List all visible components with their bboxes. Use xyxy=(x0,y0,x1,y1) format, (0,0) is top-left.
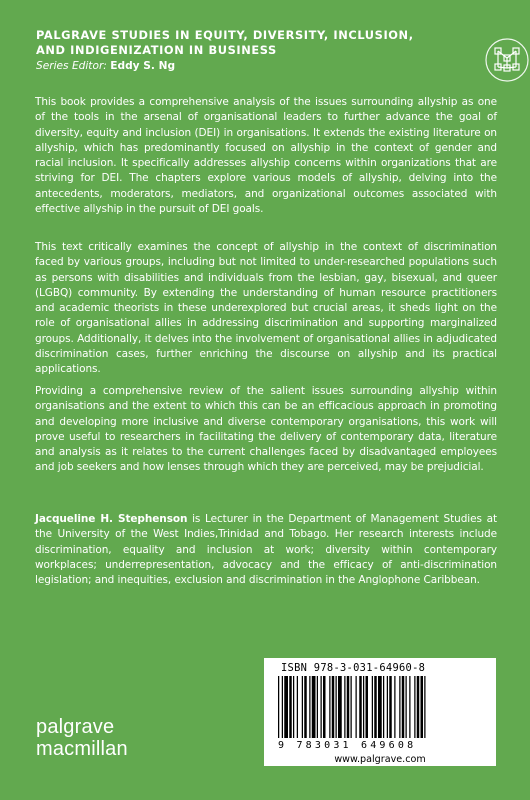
barcode-bar xyxy=(366,676,369,738)
barcode-bar xyxy=(278,676,279,738)
author-name: Jacqueline H. Stephenson xyxy=(35,513,188,525)
barcode-bar xyxy=(394,676,395,738)
barcode-bar xyxy=(332,676,335,738)
series-editor xyxy=(36,60,175,73)
barcode-bar xyxy=(323,676,326,738)
barcode-bar xyxy=(372,676,373,738)
barcode-bar xyxy=(414,676,415,738)
barcode-bar xyxy=(383,676,384,738)
network-nodes-icon xyxy=(484,37,530,83)
series-editor-name: Eddy S. Ng xyxy=(110,60,176,72)
barcode-bar xyxy=(387,676,388,738)
barcode-bar xyxy=(344,676,345,738)
barcode-bar xyxy=(282,676,283,738)
barcode-bar xyxy=(309,676,310,738)
barcode-bar xyxy=(336,676,337,738)
barcode-bar xyxy=(297,676,298,738)
description-paragraph-3: Providing a comprehensive review of the salient issues surrounding allyship within organisations and the extent to which this can be an efficacious approach in promoting and developing more inclusive and diverse contemporary organisations, this work will prove useful to researchers in facilitating the delivery of contemporary data, literature and analysis as it relates to the current challenges faced by disadvantaged employees and job seekers and how lenses through which they are perceived, may be prejudicial. xyxy=(35,385,497,474)
author-bio xyxy=(35,512,497,588)
barcode-bar xyxy=(317,676,318,738)
barcode-icon xyxy=(272,676,488,740)
barcode-bar xyxy=(402,676,405,738)
barcode-bar xyxy=(378,676,382,738)
barcode-bar xyxy=(289,676,292,738)
barcode-bar xyxy=(374,676,377,738)
barcode-bar xyxy=(329,676,330,738)
barcode-bar xyxy=(284,676,288,738)
barcode-bar xyxy=(409,676,410,738)
barcode-bar xyxy=(347,676,350,738)
publisher-name-line2: macmillan xyxy=(36,738,128,760)
barcode-bar xyxy=(356,676,357,738)
barcode-bar xyxy=(406,676,407,738)
publisher-logo xyxy=(36,716,176,760)
barcode-bar xyxy=(293,676,294,738)
barcode-bar xyxy=(399,676,400,738)
publisher-name-line1: palgrave xyxy=(36,716,115,738)
barcode-bar xyxy=(304,676,307,738)
series-title: PALGRAVE STUDIES IN EQUITY, DIVERSITY, INCLUSION, AND INDIGENIZATION IN BUSINESS xyxy=(36,28,414,57)
barcode-bar xyxy=(312,676,316,738)
barcode-bar xyxy=(338,676,342,738)
publisher-website: www.palgrave.com xyxy=(334,754,426,765)
barcode-bar xyxy=(359,676,362,738)
description-paragraph-1: This book provides a comprehensive analysis of the issues surrounding allyship as one of the tools in the arsenal of organisational leaders to further advance the goal of diversity, equity and inclusion (DEI) in organisations. It extends the existing literature on allyship, which has predominantly focused on allyship in the context of gender and racial inclusion. It specifically addresses allyship concerns within organizations that are striving for DEI. The chapters explore various models of allyship, delving into the antecedents, moderators, mediators, and organizational outcomes associated with effective allyship in the pursuit of DEI goals. xyxy=(35,96,497,215)
barcode-box xyxy=(264,658,496,766)
series-editor-label: Series Editor: xyxy=(36,60,107,72)
barcode-bar xyxy=(417,676,420,738)
barcode-bar xyxy=(351,676,352,738)
barcode-bar xyxy=(389,676,392,738)
barcode-digits: 9 783031 649608 xyxy=(278,740,417,751)
barcode-bar xyxy=(424,676,425,738)
barcode-bar xyxy=(321,676,322,738)
barcode-bar xyxy=(302,676,303,738)
description-paragraph-2: This text critically examines the concept of allyship in the context of discrimination faced by various groups, including but not limited to under-researched populations such as persons with disabilities and individuals from the lesbian, gay, bisexual, and queer (LGBQ) community. By extending the understanding of human resource practitioners and academic theorists in these underexplored but crucial areas, it sheds light on the role of organisational allies in addressing discrimination and supporting marginalized groups. Additionally, it delves into the involvement of organisational allies in adjudicated discrimination cases, further enriching the discourse on allyship and its practical applications. xyxy=(35,241,497,375)
barcode-bar xyxy=(421,676,424,738)
barcode-bar xyxy=(363,676,364,738)
isbn-label: ISBN 978-3-031-64960-8 xyxy=(281,662,426,674)
author-bio-text: is Lecturer in the Department of Management Studies at the University of the West Indies,Trinidad and Tobago. Her research interests include discrimination, equality and inclusion at work; diversity within contemporary workplaces; underrepresentation, advocacy and the efficacy of anti-discrimination legislation; and inequities, exclusion and discrimination in the Anglophone Caribbean. xyxy=(35,513,497,586)
